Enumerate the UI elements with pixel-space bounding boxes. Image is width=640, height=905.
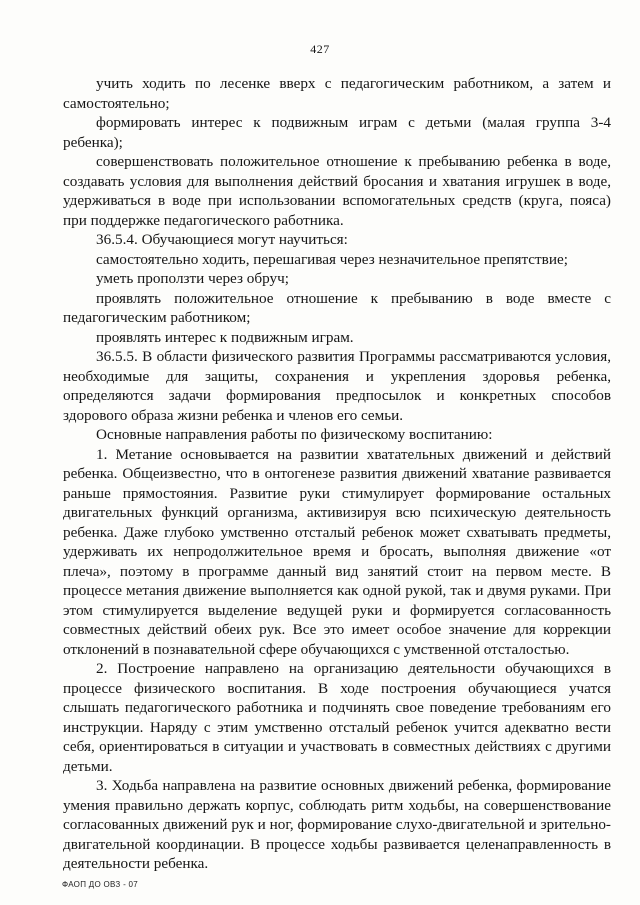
paragraph: проявлять интерес к подвижным играм. (96, 328, 354, 346)
paragraph: проявлять положительное отношение к пребыванию в воде вместе с педагогическим работником; (63, 289, 611, 326)
paragraph: 36.5.4. Обучающиеся могут научиться: (96, 231, 348, 248)
paragraph: формировать интерес к подвижным играм с детьми (малая группа 3-4 ребенка); (63, 114, 611, 151)
paragraph: 36.5.5. В области физического развития Программы рассматриваются условия, необходимые для защиты, сохранения и укрепления здоровья ребенка, определяются задачи формирования предпосылок и конкретных способов здорового образа жизни ребенка и членов его семьи. (63, 348, 611, 424)
footer-doc-code: ФАОП ДО ОВЗ - 07 (62, 880, 139, 889)
page-number: 427 (310, 42, 330, 56)
paragraph: 2. Построение направлено на организацию деятельности обучающихся в процессе физического воспитания. В ходе построения обучающиеся учатся слышать педагогического работника и подчинять свое поведение требованиям его инструкции. Наряду с этим умственно отсталый ребенок учится адекватно вести себя, ориентироваться в ситуации и участвовать в совместных действиях с другими детьми. (63, 660, 611, 775)
paragraph: 3. Ходьба направлена на развитие основных движений ребенка, формирование умения правильно держать корпус, соблюдать ритм ходьбы, на совершенствование согласованных движений рук и ног, формирование слухо-двигательной и зрительно-двигательной координации. В процессе ходьбы развивается целенаправленность в деятельности ребенка. (63, 777, 611, 872)
document-body (63, 74, 611, 874)
paragraph: уметь проползти через обруч; (96, 270, 289, 287)
paragraph: Основные направления работы по физическому воспитанию: (96, 426, 493, 443)
paragraph: совершенствовать положительное отношение к пребыванию ребенка в воде, создавать условия для выполнения действий бросания и хватания игрушек в воде, удерживаться в воде при использовании вспомогательных средств (круга, пояса) при поддержке педагогического работника. (63, 153, 611, 229)
paragraph: самостоятельно ходить, перешагивая через незначительное препятствие; (96, 250, 568, 268)
paragraph: учить ходить по лесенке вверх с педагогическим работником, а затем и самостоятельно; (63, 75, 611, 112)
paragraph: 1. Метание основывается на развитии хватательных движений и действий ребенка. Общеизвестно, что в онтогенезе развития движений хватание развивается раньше прямостояния. Развитие руки стимулирует формирование остальных двигательных функций организма, активизируя всю психическую деятельность ребенка. Даже глубоко умственно отсталый ребенок может схватывать предметы, удерживать их непродолжительное время и бросать, выполняя движение «от плеча», поэтому в программе данный вид занятий стоит на первом месте. В процессе метания движение выполняется как одной рукой, так и двумя руками. При этом стимулируется выделение ведущей руки и формируется согласованность совместных действий обеих рук. Все это имеет особое значение для коррекции отклонений в познавательной сфере обучающихся с умственной отсталостью. (63, 445, 611, 658)
